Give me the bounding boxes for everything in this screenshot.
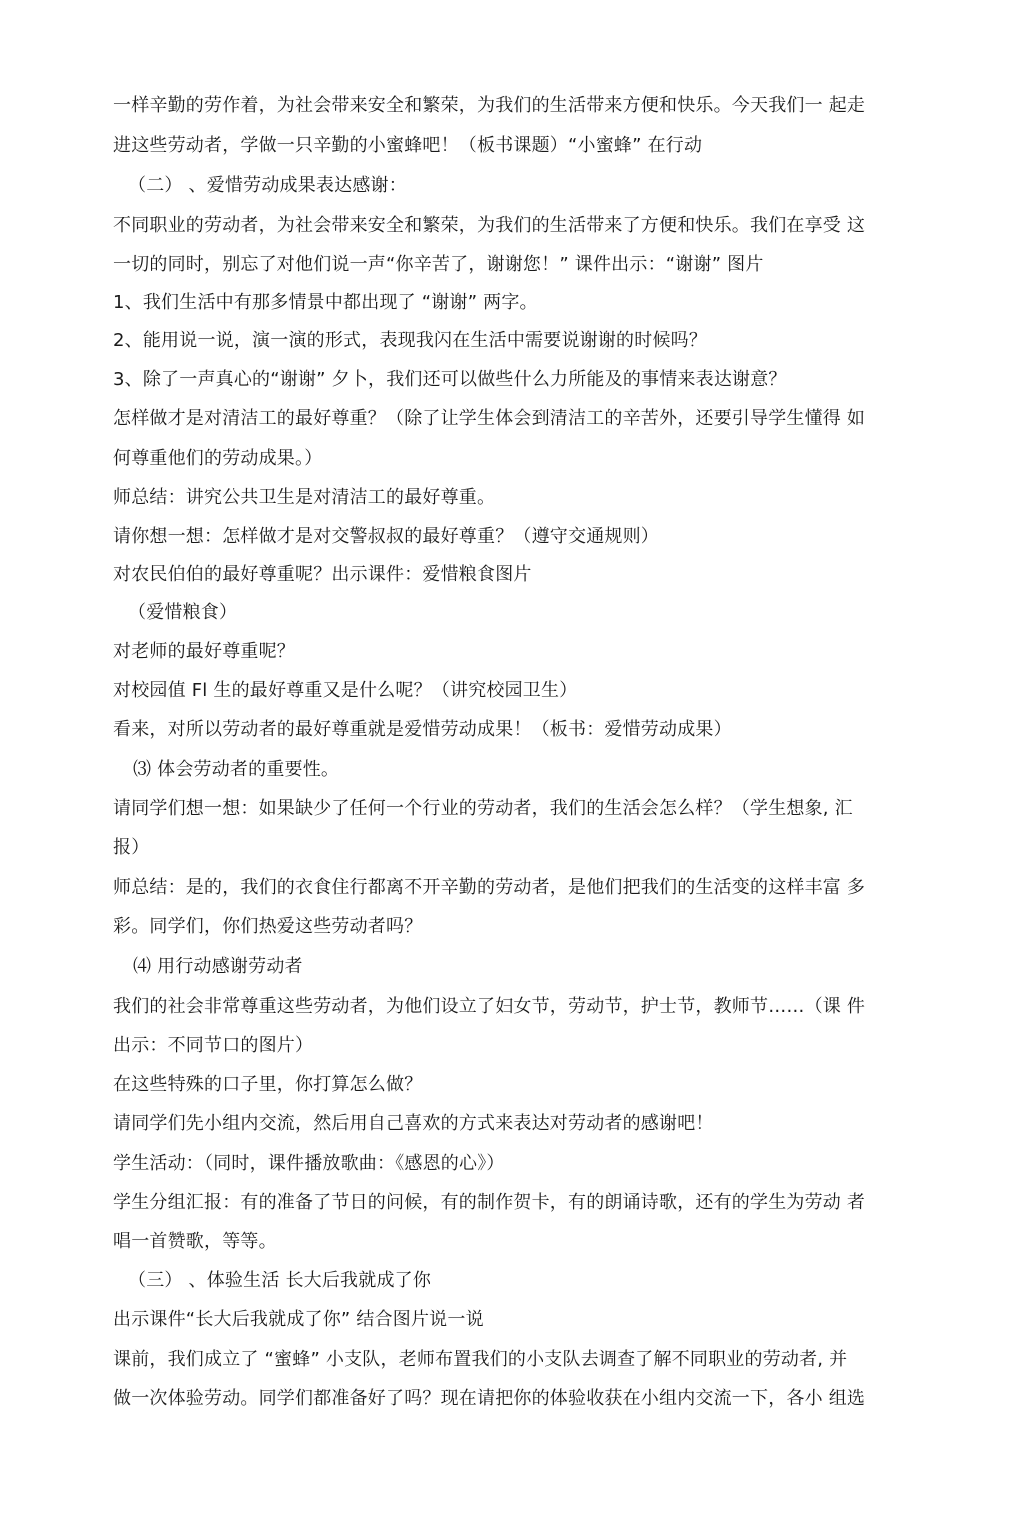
text-line: 报） bbox=[113, 837, 150, 858]
section-heading: （二） 、爱惜劳动成果表达感谢： bbox=[128, 175, 407, 196]
text-line: 做一次体验劳动。同学们都准备好了吗？现在请把你的体验收获在小组内交流一下，各小 组选 bbox=[113, 1388, 866, 1409]
text-line: 唱一首赞歌，等等。 bbox=[113, 1231, 277, 1252]
text-line: 师总结：讲究公共卫生是对清洁工的最好尊重。 bbox=[113, 487, 496, 508]
text-line: 请同学们先小组内交流，然后用自己喜欢的方式来表达对劳动者的感谢吧！ bbox=[113, 1113, 714, 1134]
text-line: （爱惜粮食） bbox=[128, 602, 238, 623]
text-line: 对农民伯伯的最好尊重呢？出示课件：爱惜粮食图片 bbox=[113, 564, 532, 585]
list-item: 3、除了一声真心的“谢谢” 夕卜，我们还可以做些什么力所能及的事情来表达谢意？ bbox=[113, 369, 787, 390]
text-line: 对老师的最好尊重呢？ bbox=[113, 641, 295, 662]
text-line: 出示课件“长大后我就成了你” 结合图片说一说 bbox=[113, 1309, 484, 1330]
text-line: 学生分组汇报：有的准备了节日的问候，有的制作贺卡，有的朗诵诗歌，还有的学生为劳动 者 bbox=[113, 1192, 866, 1213]
text-line: 看来，对所以劳动者的最好尊重就是爱惜劳动成果！（板书：爱惜劳动成果） bbox=[113, 719, 732, 740]
text-line: 进这些劳动者，学做一只辛勤的小蜜蜂吧！（板书课题）“小蜜蜂” 在行动 bbox=[113, 135, 703, 156]
text-line: 何尊重他们的劳动成果。） bbox=[113, 448, 323, 469]
text-line: 彩。同学们，你们热爱这些劳动者吗？ bbox=[113, 916, 423, 937]
list-item: 2、能用说一说，演一演的形式，表现我闪在生活中需要说谢谢的时候吗？ bbox=[113, 330, 708, 351]
text-line: 学生活动：（同时，课件播放歌曲：《感恩的心》） bbox=[113, 1153, 505, 1174]
text-line: 不同职业的劳动者，为社会带来安全和繁荣，为我们的生活带来了方便和快乐。我们在享受 这 bbox=[113, 215, 866, 236]
text-line: 师总结：是的，我们的衣食住行都离不开辛勤的劳动者，是他们把我们的生活变的这样丰富 多 bbox=[113, 877, 866, 898]
text-line: 请你想一想：怎样做才是对交警叔叔的最好尊重？（遵守交通规则） bbox=[113, 526, 659, 547]
text-line: 我们的社会非常尊重这些劳动者，为他们设立了妇女节，劳动节，护士节，教师节……（课 件 bbox=[113, 996, 866, 1017]
text-line: 在这些特殊的口子里，你打算怎么做？ bbox=[113, 1074, 423, 1095]
text-line: 出示：不同节口的图片） bbox=[113, 1035, 314, 1056]
text-line: 怎样做才是对清洁工的最好尊重？（除了让学生体会到清洁工的辛苦外，还要引导学生懂得 如 bbox=[113, 408, 866, 429]
text-line: 请同学们想一想：如果缺少了任何一个行业的劳动者，我们的生活会怎么样？（学生想象, 汇 bbox=[113, 798, 853, 819]
section-heading: ⑶ 体会劳动者的重要性。 bbox=[133, 759, 340, 780]
text-line: 一样辛勤的劳作着，为社会带来安全和繁荣，为我们的生活带来方便和快乐。今天我们一 起走 bbox=[113, 95, 866, 116]
list-item: 1、我们生活中有那多情景中都出现了 “谢谢” 两字。 bbox=[113, 292, 538, 313]
text-line: 课前，我们成立了 “蜜蜂” 小支队，老师布置我们的小支队去调查了解不同职业的劳动者, 并 bbox=[113, 1349, 848, 1370]
section-heading: ⑷ 用行动感谢劳动者 bbox=[133, 956, 303, 977]
text-line: 对校园值 Fl 生的最好尊重又是什么呢？（讲究校园卫生） bbox=[113, 680, 578, 701]
section-heading: （三） 、体验生活 长大后我就成了你 bbox=[128, 1270, 432, 1291]
text-line: 一切的同时，别忘了对他们说一声“你辛苦了，谢谢您！” 课件出示：“谢谢” 图片 bbox=[113, 254, 764, 275]
